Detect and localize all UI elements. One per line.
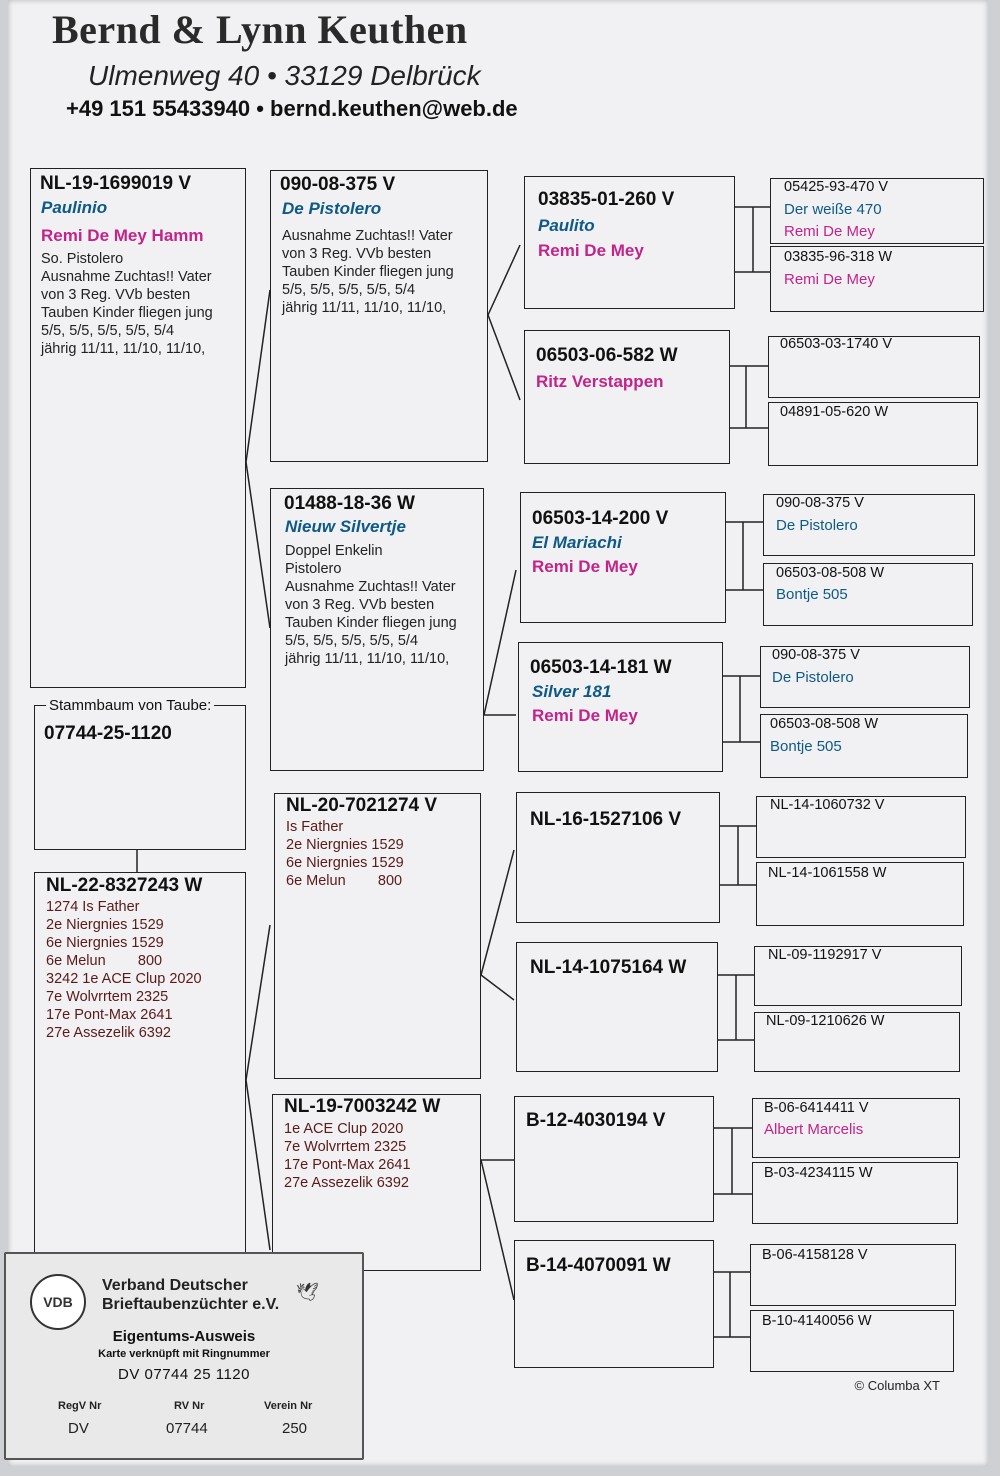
grandparent-info: Ausnahme Zuchtas!! Vater von 3 Reg. VVb besten Tauben Kinder fliegen jung 5/5, 5/5, 5/5, 5/5, 5/4 jährig 11/11, 11/10, 11/10,: [282, 228, 454, 316]
gggp-breeder: Remi De Mey: [784, 223, 875, 240]
card-subtitle: Karte verknüpft mit Ringnummer: [98, 1348, 270, 1360]
gggp-name: Bontje 505: [776, 586, 848, 603]
father-breeder: Remi De Mey Hamm: [41, 226, 204, 245]
ggp-name: Paulito: [538, 216, 595, 235]
rv-value: 07744: [166, 1420, 208, 1437]
owner-name: Bernd & Lynn Keuthen: [52, 7, 468, 52]
grandparent-name: De Pistolero: [282, 199, 382, 218]
father-ring: NL-19-1699019 V: [40, 173, 192, 194]
gggp-name: Der weiße 470: [784, 201, 882, 218]
gggp-name: Bontje 505: [770, 738, 842, 755]
gggp-name: De Pistolero: [772, 669, 854, 686]
mother-info: 1274 Is Father 2e Niergnies 1529 6e Niergnies 1529 6e Melun 800 3242 1e ACE Clup 2020 7e Wolvrrtem 2325 17e Pont-Max 2641 27e Assezelik 6392: [46, 899, 202, 1041]
ggp-ring: 06503-14-181 W: [530, 657, 672, 678]
gggp-ring: 06503-08-508 W: [776, 565, 885, 581]
gggp-ring: 06503-08-508 W: [770, 716, 879, 732]
mother-ring: NL-22-8327243 W: [46, 875, 203, 896]
gggp-ring: NL-14-1060732 V: [770, 797, 885, 813]
ownership-card: [4, 1252, 364, 1460]
gggp-ring: 05425-93-470 V: [784, 179, 888, 195]
verein-value: 250: [282, 1420, 308, 1437]
father-box: [30, 168, 246, 688]
gggp-breeder: Albert Marcelis: [764, 1121, 864, 1138]
ggp-ring: B-12-4030194 V: [526, 1110, 666, 1131]
card-ring-number: DV 07744 25 1120: [118, 1366, 250, 1383]
ggp-breeder: Remi De Mey: [532, 706, 638, 725]
grandparent-name: Nieuw Silvertje: [285, 517, 406, 536]
gggp-ring: B-06-6414411 V: [764, 1100, 869, 1116]
gggp-ring: 06503-03-1740 V: [780, 336, 893, 352]
grandparent-ring: 01488-18-36 W: [284, 493, 415, 514]
ggp-ring: 03835-01-260 V: [538, 189, 675, 210]
gggp-ring: B-06-4158128 V: [762, 1247, 868, 1263]
ggp-ring: NL-14-1075164 W: [530, 957, 687, 978]
copyright: © Columba XT: [854, 1378, 940, 1393]
father-name: Paulinio: [41, 198, 108, 217]
gggp-ring: 090-08-375 V: [776, 495, 864, 511]
grandparent-ring: 090-08-375 V: [280, 174, 396, 195]
gggp-ring: NL-09-1210626 W: [766, 1013, 885, 1029]
ggp-breeder: Remi De Mey: [538, 241, 644, 260]
regv-value: DV: [68, 1420, 89, 1437]
vdb-logo: VDB: [30, 1274, 86, 1330]
ggp-ring: B-14-4070091 W: [526, 1255, 671, 1276]
verein-label: Verein Nr: [264, 1400, 313, 1412]
ggp-breeder: Ritz Verstappen: [536, 372, 664, 391]
grandparent-info: 1e ACE Clup 2020 7e Wolvrrtem 2325 17e Pont-Max 2641 27e Assezelik 6392: [284, 1121, 411, 1191]
ggp-name: El Mariachi: [532, 533, 622, 552]
grandparent-ring: NL-20-7021274 V: [286, 795, 438, 816]
ggp-ring: NL-16-1527106 V: [530, 809, 682, 830]
father-info: So. Pistolero Ausnahme Zuchtas!! Vater von 3 Reg. VVb besten Tauben Kinder fliegen jung 5/5, 5/5, 5/5, 5/5, 5/4 jährig 11/11, 11/10, 11/10,: [41, 251, 213, 357]
subject-label: Stammbaum von Taube:: [46, 698, 214, 713]
card-title: Eigentums-Ausweis: [112, 1328, 256, 1345]
gggp-ring: B-03-4234115 W: [764, 1165, 873, 1181]
gggp-ring: B-10-4140056 W: [762, 1313, 872, 1329]
ggp-ring: 06503-14-200 V: [532, 508, 669, 529]
gggp-breeder: Remi De Mey: [784, 271, 875, 288]
grandparent-info: Doppel Enkelin Pistolero Ausnahme Zuchtas!! Vater von 3 Reg. VVb besten Tauben Kinder fliegen jung 5/5, 5/5, 5/5, 5/5, 5/4 jährig 11/11, 11/10, 11/10,: [285, 543, 457, 667]
regv-label: RegV Nr: [58, 1400, 102, 1412]
grandparent-ring: NL-19-7003242 W: [284, 1096, 441, 1117]
card-organization: Verband Deutscher Brieftaubenzüchter e.V.: [102, 1277, 280, 1313]
gggp-ring: 090-08-375 V: [772, 647, 860, 663]
owner-address: Ulmenweg 40 • 33129 Delbrück: [88, 60, 481, 91]
grandparent-info: Is Father 2e Niergnies 1529 6e Niergnies 1529 6e Melun 800: [286, 819, 404, 889]
rv-label: RV Nr: [174, 1400, 205, 1412]
gggp-ring: 03835-96-318 W: [784, 249, 893, 265]
pedigree-sheet: [8, 0, 988, 1466]
gggp-ring: NL-09-1192917 V: [768, 947, 882, 963]
pigeon-icon: 🕊: [296, 1282, 319, 1302]
gggp-name: De Pistolero: [776, 517, 858, 534]
gggp-ring: NL-14-1061558 W: [768, 865, 887, 881]
ggp-ring: 06503-06-582 W: [536, 345, 678, 366]
subject-ring: 07744-25-1120: [44, 723, 172, 744]
ggp-breeder: Remi De Mey: [532, 557, 638, 576]
owner-contact: +49 151 55433940 • bernd.keuthen@web.de: [66, 96, 518, 121]
gggp-ring: 04891-05-620 W: [780, 404, 889, 420]
ggp-name: Silver 181: [532, 682, 612, 701]
